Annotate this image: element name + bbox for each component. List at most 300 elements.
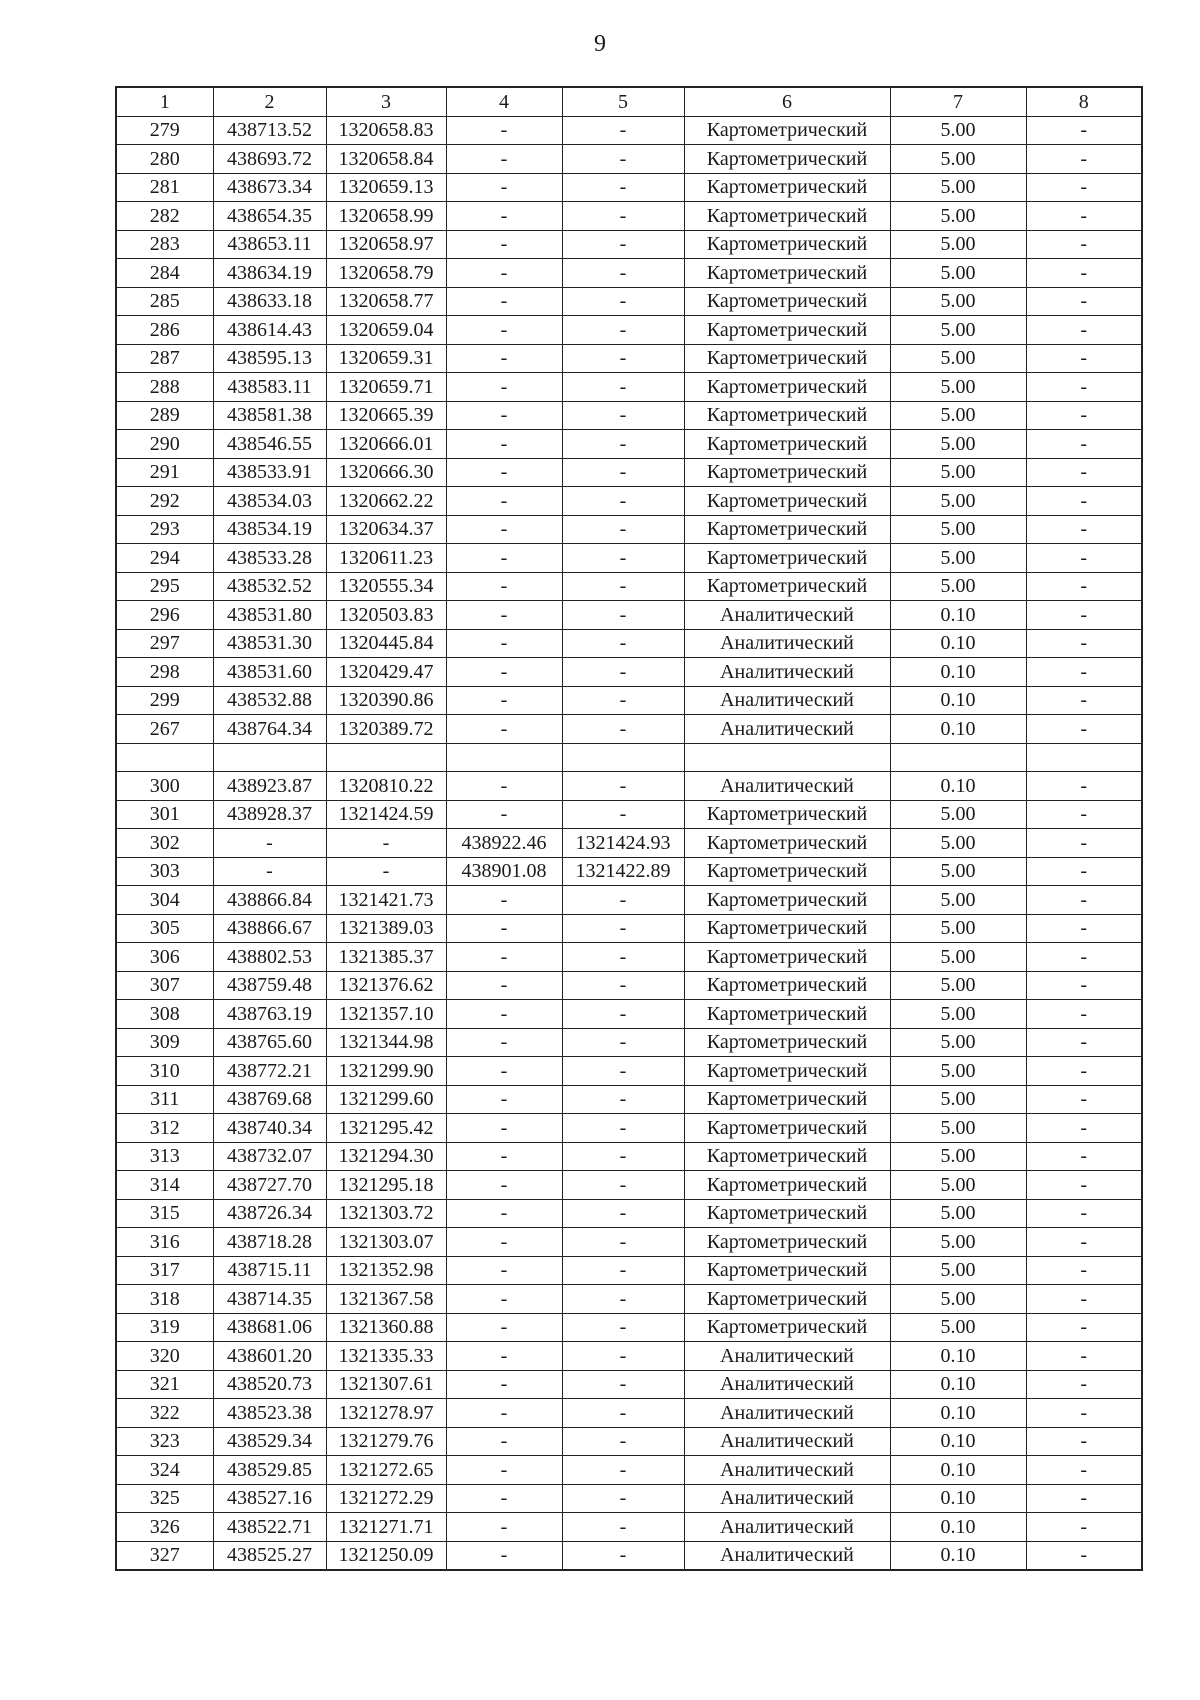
cell-method: Картометрический — [684, 515, 890, 544]
cell-method: Картометрический — [684, 1228, 890, 1257]
cell-x-coordinate-alt: - — [446, 287, 562, 316]
table-row — [116, 601, 1142, 630]
cell-x-coordinate: 438866.67 — [213, 914, 326, 943]
cell-y-coordinate: 1321279.76 — [326, 1427, 446, 1456]
cell-y-coordinate-alt: - — [562, 202, 684, 231]
cell-method: Аналитический — [684, 1399, 890, 1428]
cell-y-coordinate-alt: - — [562, 1541, 684, 1570]
cell-x-coordinate-alt: - — [446, 772, 562, 801]
cell-point-number: 327 — [116, 1541, 213, 1570]
cell-x-coordinate: 438531.60 — [213, 658, 326, 687]
cell-y-coordinate-alt: - — [562, 458, 684, 487]
cell-note: - — [1026, 914, 1142, 943]
cell-x-coordinate: 438715.11 — [213, 1256, 326, 1285]
cell-method: Картометрический — [684, 1028, 890, 1057]
cell-x-coordinate: 438529.85 — [213, 1456, 326, 1485]
cell-point-number: 284 — [116, 259, 213, 288]
cell-y-coordinate-alt: - — [562, 772, 684, 801]
cell-note: - — [1026, 316, 1142, 345]
table-row — [116, 886, 1142, 915]
cell-x-coordinate-alt: - — [446, 1057, 562, 1086]
cell-x-coordinate-alt: - — [446, 458, 562, 487]
cell-x-coordinate: 438866.84 — [213, 886, 326, 915]
cell-note: - — [1026, 1399, 1142, 1428]
cell-x-coordinate: 438595.13 — [213, 344, 326, 373]
cell-x-coordinate-alt: - — [446, 1199, 562, 1228]
cell-method: Картометрический — [684, 572, 890, 601]
column-header-x-coordinate: 2 — [213, 87, 326, 116]
table-row — [116, 743, 1142, 772]
cell-note: - — [1026, 800, 1142, 829]
column-header-note: 8 — [1026, 87, 1142, 116]
table-row — [116, 658, 1142, 687]
cell-y-coordinate: 1320389.72 — [326, 715, 446, 744]
cell-accuracy: 5.00 — [890, 1028, 1026, 1057]
cell-note: - — [1026, 658, 1142, 687]
table-row — [116, 1000, 1142, 1029]
table-row — [116, 1142, 1142, 1171]
cell-x-coordinate: 438928.37 — [213, 800, 326, 829]
table-row — [116, 1199, 1142, 1228]
table-row — [116, 1342, 1142, 1371]
table-row — [116, 401, 1142, 430]
cell-method: Картометрический — [684, 971, 890, 1000]
cell-y-coordinate-alt: - — [562, 1256, 684, 1285]
cell-x-coordinate: 438727.70 — [213, 1171, 326, 1200]
cell-y-coordinate: 1320658.97 — [326, 230, 446, 259]
cell-y-coordinate: 1321376.62 — [326, 971, 446, 1000]
column-header-point-number: 1 — [116, 87, 213, 116]
cell-point-number: 322 — [116, 1399, 213, 1428]
cell-x-coordinate: 438802.53 — [213, 943, 326, 972]
cell-method: Картометрический — [684, 1000, 890, 1029]
cell-accuracy — [890, 743, 1026, 772]
cell-x-coordinate-alt: - — [446, 1028, 562, 1057]
cell-x-coordinate-alt: - — [446, 116, 562, 145]
cell-accuracy: 5.00 — [890, 1057, 1026, 1086]
cell-x-coordinate: - — [213, 829, 326, 858]
cell-y-coordinate-alt: - — [562, 1085, 684, 1114]
cell-accuracy: 0.10 — [890, 772, 1026, 801]
cell-y-coordinate-alt: - — [562, 943, 684, 972]
cell-point-number: 300 — [116, 772, 213, 801]
cell-method: Картометрический — [684, 886, 890, 915]
cell-point-number: 299 — [116, 686, 213, 715]
cell-note: - — [1026, 287, 1142, 316]
cell-note: - — [1026, 1313, 1142, 1342]
cell-x-coordinate: 438525.27 — [213, 1541, 326, 1570]
cell-method: Картометрический — [684, 829, 890, 858]
cell-accuracy: 5.00 — [890, 971, 1026, 1000]
cell-note: - — [1026, 943, 1142, 972]
table-row — [116, 173, 1142, 202]
cell-x-coordinate-alt: - — [446, 800, 562, 829]
column-header-y-coordinate: 3 — [326, 87, 446, 116]
cell-method: Картометрический — [684, 173, 890, 202]
cell-x-coordinate-alt: - — [446, 230, 562, 259]
cell-x-coordinate-alt: - — [446, 1285, 562, 1314]
cell-x-coordinate: 438681.06 — [213, 1313, 326, 1342]
cell-accuracy: 5.00 — [890, 943, 1026, 972]
cell-note: - — [1026, 1285, 1142, 1314]
cell-x-coordinate-alt: - — [446, 1370, 562, 1399]
cell-y-coordinate-alt: - — [562, 1484, 684, 1513]
cell-accuracy: 5.00 — [890, 230, 1026, 259]
cell-method: Картометрический — [684, 1256, 890, 1285]
cell-point-number: 324 — [116, 1456, 213, 1485]
cell-y-coordinate: 1321295.42 — [326, 1114, 446, 1143]
cell-x-coordinate-alt: - — [446, 629, 562, 658]
cell-accuracy: 5.00 — [890, 1171, 1026, 1200]
cell-point-number: 292 — [116, 487, 213, 516]
cell-y-coordinate: 1321295.18 — [326, 1171, 446, 1200]
cell-x-coordinate-alt: - — [446, 1484, 562, 1513]
cell-y-coordinate: 1320658.83 — [326, 116, 446, 145]
cell-accuracy: 5.00 — [890, 316, 1026, 345]
cell-method: Картометрический — [684, 344, 890, 373]
cell-y-coordinate: 1321424.59 — [326, 800, 446, 829]
cell-y-coordinate-alt: - — [562, 572, 684, 601]
cell-method: Аналитический — [684, 658, 890, 687]
cell-note: - — [1026, 430, 1142, 459]
table-row — [116, 572, 1142, 601]
cell-accuracy: 0.10 — [890, 1342, 1026, 1371]
cell-x-coordinate-alt: - — [446, 259, 562, 288]
cell-method: Картометрический — [684, 1285, 890, 1314]
cell-x-coordinate-alt: - — [446, 1399, 562, 1428]
cell-note: - — [1026, 971, 1142, 1000]
cell-point-number: 305 — [116, 914, 213, 943]
cell-y-coordinate-alt: - — [562, 344, 684, 373]
cell-method: Картометрический — [684, 1199, 890, 1228]
table-row — [116, 1228, 1142, 1257]
cell-y-coordinate: 1320658.84 — [326, 145, 446, 174]
table-body — [116, 116, 1142, 1570]
cell-y-coordinate-alt: - — [562, 1228, 684, 1257]
cell-x-coordinate: 438633.18 — [213, 287, 326, 316]
cell-y-coordinate: 1321421.73 — [326, 886, 446, 915]
cell-note: - — [1026, 1370, 1142, 1399]
cell-x-coordinate-alt: - — [446, 1513, 562, 1542]
cell-note: - — [1026, 686, 1142, 715]
page-number: 9 — [594, 31, 606, 57]
cell-accuracy: 5.00 — [890, 1199, 1026, 1228]
cell-method: Аналитический — [684, 1484, 890, 1513]
cell-method: Картометрический — [684, 430, 890, 459]
cell-y-coordinate-alt: - — [562, 373, 684, 402]
cell-x-coordinate-alt: - — [446, 430, 562, 459]
cell-y-coordinate-alt: - — [562, 173, 684, 202]
cell-accuracy: 0.10 — [890, 1513, 1026, 1542]
cell-x-coordinate: 438529.34 — [213, 1427, 326, 1456]
cell-x-coordinate: 438714.35 — [213, 1285, 326, 1314]
cell-point-number: 325 — [116, 1484, 213, 1513]
table-row — [116, 430, 1142, 459]
table-row — [116, 1313, 1142, 1342]
cell-note: - — [1026, 601, 1142, 630]
cell-point-number: 304 — [116, 886, 213, 915]
cell-y-coordinate-alt: - — [562, 1313, 684, 1342]
cell-y-coordinate — [326, 743, 446, 772]
cell-y-coordinate: 1321357.10 — [326, 1000, 446, 1029]
cell-accuracy: 5.00 — [890, 829, 1026, 858]
cell-point-number: 295 — [116, 572, 213, 601]
cell-note: - — [1026, 629, 1142, 658]
cell-x-coordinate: 438523.38 — [213, 1399, 326, 1428]
cell-x-coordinate-alt: 438901.08 — [446, 857, 562, 886]
cell-note: - — [1026, 829, 1142, 858]
cell-y-coordinate-alt: - — [562, 601, 684, 630]
cell-y-coordinate-alt: - — [562, 487, 684, 516]
cell-x-coordinate-alt: - — [446, 1256, 562, 1285]
cell-y-coordinate: 1320658.79 — [326, 259, 446, 288]
table-row — [116, 1057, 1142, 1086]
cell-method: Картометрический — [684, 487, 890, 516]
cell-note: - — [1026, 487, 1142, 516]
cell-note: - — [1026, 202, 1142, 231]
cell-y-coordinate-alt: - — [562, 316, 684, 345]
cell-y-coordinate-alt: - — [562, 1427, 684, 1456]
cell-method: Картометрический — [684, 145, 890, 174]
cell-y-coordinate: 1321271.71 — [326, 1513, 446, 1542]
cell-x-coordinate: 438654.35 — [213, 202, 326, 231]
cell-x-coordinate: 438634.19 — [213, 259, 326, 288]
table-row — [116, 715, 1142, 744]
table-row — [116, 1256, 1142, 1285]
cell-y-coordinate: 1321299.60 — [326, 1085, 446, 1114]
cell-x-coordinate: 438718.28 — [213, 1228, 326, 1257]
cell-method: Аналитический — [684, 601, 890, 630]
cell-y-coordinate: 1320666.30 — [326, 458, 446, 487]
cell-note: - — [1026, 230, 1142, 259]
cell-method: Картометрический — [684, 316, 890, 345]
cell-x-coordinate-alt: - — [446, 686, 562, 715]
cell-method: Аналитический — [684, 1456, 890, 1485]
table-row — [116, 829, 1142, 858]
cell-accuracy: 0.10 — [890, 658, 1026, 687]
table-row — [116, 202, 1142, 231]
cell-point-number: 298 — [116, 658, 213, 687]
cell-method: Картометрический — [684, 230, 890, 259]
cell-y-coordinate-alt: 1321422.89 — [562, 857, 684, 886]
cell-y-coordinate-alt: - — [562, 259, 684, 288]
cell-point-number: 296 — [116, 601, 213, 630]
cell-x-coordinate: 438533.28 — [213, 544, 326, 573]
cell-accuracy: 5.00 — [890, 202, 1026, 231]
table-row — [116, 857, 1142, 886]
cell-x-coordinate: 438759.48 — [213, 971, 326, 1000]
cell-method: Аналитический — [684, 629, 890, 658]
cell-accuracy: 5.00 — [890, 145, 1026, 174]
table-row — [116, 1285, 1142, 1314]
cell-point-number: 319 — [116, 1313, 213, 1342]
cell-x-coordinate: 438765.60 — [213, 1028, 326, 1057]
cell-y-coordinate: 1320429.47 — [326, 658, 446, 687]
cell-y-coordinate: 1321250.09 — [326, 1541, 446, 1570]
cell-note: - — [1026, 1427, 1142, 1456]
cell-y-coordinate: 1320665.39 — [326, 401, 446, 430]
cell-note: - — [1026, 1199, 1142, 1228]
cell-y-coordinate-alt: - — [562, 886, 684, 915]
cell-y-coordinate: 1320658.77 — [326, 287, 446, 316]
cell-y-coordinate: 1320659.04 — [326, 316, 446, 345]
cell-method: Аналитический — [684, 1541, 890, 1570]
cell-note: - — [1026, 1342, 1142, 1371]
cell-accuracy: 5.00 — [890, 515, 1026, 544]
cell-method: Картометрический — [684, 544, 890, 573]
cell-method: Картометрический — [684, 800, 890, 829]
cell-point-number: 326 — [116, 1513, 213, 1542]
cell-y-coordinate: 1320503.83 — [326, 601, 446, 630]
cell-y-coordinate: 1320445.84 — [326, 629, 446, 658]
cell-x-coordinate-alt: - — [446, 914, 562, 943]
cell-point-number: 314 — [116, 1171, 213, 1200]
cell-note: - — [1026, 515, 1142, 544]
cell-x-coordinate: 438520.73 — [213, 1370, 326, 1399]
cell-y-coordinate: 1321303.72 — [326, 1199, 446, 1228]
cell-note: - — [1026, 1114, 1142, 1143]
cell-y-coordinate-alt: - — [562, 1171, 684, 1200]
cell-method: Картометрический — [684, 259, 890, 288]
cell-note: - — [1026, 116, 1142, 145]
cell-x-coordinate-alt: - — [446, 1228, 562, 1257]
cell-y-coordinate-alt: - — [562, 1399, 684, 1428]
cell-accuracy: 5.00 — [890, 1000, 1026, 1029]
cell-note: - — [1026, 373, 1142, 402]
coordinates-table — [115, 86, 1143, 1571]
cell-x-coordinate-alt: - — [446, 971, 562, 1000]
cell-method: Картометрический — [684, 373, 890, 402]
cell-accuracy: 5.00 — [890, 914, 1026, 943]
cell-y-coordinate: 1321307.61 — [326, 1370, 446, 1399]
cell-point-number: 309 — [116, 1028, 213, 1057]
cell-note: - — [1026, 1085, 1142, 1114]
cell-method: Картометрический — [684, 943, 890, 972]
cell-x-coordinate: 438732.07 — [213, 1142, 326, 1171]
table-row — [116, 1399, 1142, 1428]
cell-x-coordinate: 438764.34 — [213, 715, 326, 744]
table-row — [116, 316, 1142, 345]
cell-y-coordinate: 1321360.88 — [326, 1313, 446, 1342]
cell-y-coordinate-alt: - — [562, 515, 684, 544]
cell-point-number: 318 — [116, 1285, 213, 1314]
cell-method: Картометрический — [684, 1142, 890, 1171]
cell-note: - — [1026, 259, 1142, 288]
cell-note: - — [1026, 1057, 1142, 1086]
cell-x-coordinate-alt: - — [446, 487, 562, 516]
cell-point-number: 288 — [116, 373, 213, 402]
table-row — [116, 487, 1142, 516]
cell-accuracy: 5.00 — [890, 886, 1026, 915]
cell-note: - — [1026, 1171, 1142, 1200]
cell-note: - — [1026, 772, 1142, 801]
cell-y-coordinate-alt: - — [562, 971, 684, 1000]
cell-accuracy: 5.00 — [890, 259, 1026, 288]
cell-point-number: 315 — [116, 1199, 213, 1228]
cell-point-number: 323 — [116, 1427, 213, 1456]
table-row — [116, 259, 1142, 288]
cell-y-coordinate: 1320390.86 — [326, 686, 446, 715]
cell-accuracy: 5.00 — [890, 430, 1026, 459]
cell-point-number: 316 — [116, 1228, 213, 1257]
cell-x-coordinate: 438522.71 — [213, 1513, 326, 1542]
cell-y-coordinate-alt: - — [562, 116, 684, 145]
cell-x-coordinate-alt: - — [446, 544, 562, 573]
cell-x-coordinate-alt: - — [446, 943, 562, 972]
cell-note: - — [1026, 401, 1142, 430]
cell-method: Аналитический — [684, 1342, 890, 1371]
table-row — [116, 943, 1142, 972]
cell-note: - — [1026, 1228, 1142, 1257]
cell-point-number: 312 — [116, 1114, 213, 1143]
cell-accuracy: 5.00 — [890, 1285, 1026, 1314]
cell-method: Картометрический — [684, 458, 890, 487]
table-row — [116, 1513, 1142, 1542]
cell-note: - — [1026, 572, 1142, 601]
cell-method: Картометрический — [684, 401, 890, 430]
cell-y-coordinate: 1321344.98 — [326, 1028, 446, 1057]
cell-x-coordinate-alt: - — [446, 145, 562, 174]
cell-x-coordinate-alt: - — [446, 658, 562, 687]
table-row — [116, 1370, 1142, 1399]
cell-y-coordinate: 1320611.23 — [326, 544, 446, 573]
table-row — [116, 1114, 1142, 1143]
cell-x-coordinate: 438769.68 — [213, 1085, 326, 1114]
cell-point-number: 306 — [116, 943, 213, 972]
table-header-row — [116, 87, 1142, 116]
cell-accuracy: 0.10 — [890, 1456, 1026, 1485]
cell-note: - — [1026, 1513, 1142, 1542]
cell-y-coordinate: 1320659.71 — [326, 373, 446, 402]
cell-note: - — [1026, 857, 1142, 886]
cell-y-coordinate-alt: - — [562, 1199, 684, 1228]
cell-y-coordinate-alt: - — [562, 230, 684, 259]
cell-note: - — [1026, 1541, 1142, 1570]
table-row — [116, 686, 1142, 715]
cell-accuracy: 5.00 — [890, 800, 1026, 829]
cell-y-coordinate-alt: - — [562, 1370, 684, 1399]
cell-accuracy: 5.00 — [890, 287, 1026, 316]
cell-note: - — [1026, 1142, 1142, 1171]
table-row — [116, 544, 1142, 573]
cell-x-coordinate: 438531.30 — [213, 629, 326, 658]
cell-y-coordinate-alt: - — [562, 629, 684, 658]
cell-method: Картометрический — [684, 1114, 890, 1143]
cell-x-coordinate-alt: - — [446, 173, 562, 202]
table-row — [116, 287, 1142, 316]
table-row — [116, 515, 1142, 544]
cell-x-coordinate: 438653.11 — [213, 230, 326, 259]
cell-x-coordinate-alt: - — [446, 1142, 562, 1171]
cell-x-coordinate-alt: - — [446, 1171, 562, 1200]
cell-point-number: 311 — [116, 1085, 213, 1114]
cell-x-coordinate: 438527.16 — [213, 1484, 326, 1513]
cell-point-number: 294 — [116, 544, 213, 573]
cell-y-coordinate-alt: - — [562, 1456, 684, 1485]
cell-x-coordinate: 438673.34 — [213, 173, 326, 202]
cell-accuracy: 0.10 — [890, 1370, 1026, 1399]
table-row — [116, 1456, 1142, 1485]
cell-x-coordinate: 438763.19 — [213, 1000, 326, 1029]
cell-x-coordinate-alt: - — [446, 1114, 562, 1143]
cell-method: Аналитический — [684, 772, 890, 801]
cell-y-coordinate: 1320659.13 — [326, 173, 446, 202]
cell-accuracy: 5.00 — [890, 857, 1026, 886]
cell-x-coordinate: 438532.88 — [213, 686, 326, 715]
cell-y-coordinate-alt: - — [562, 287, 684, 316]
cell-accuracy: 0.10 — [890, 629, 1026, 658]
cell-x-coordinate-alt: - — [446, 316, 562, 345]
